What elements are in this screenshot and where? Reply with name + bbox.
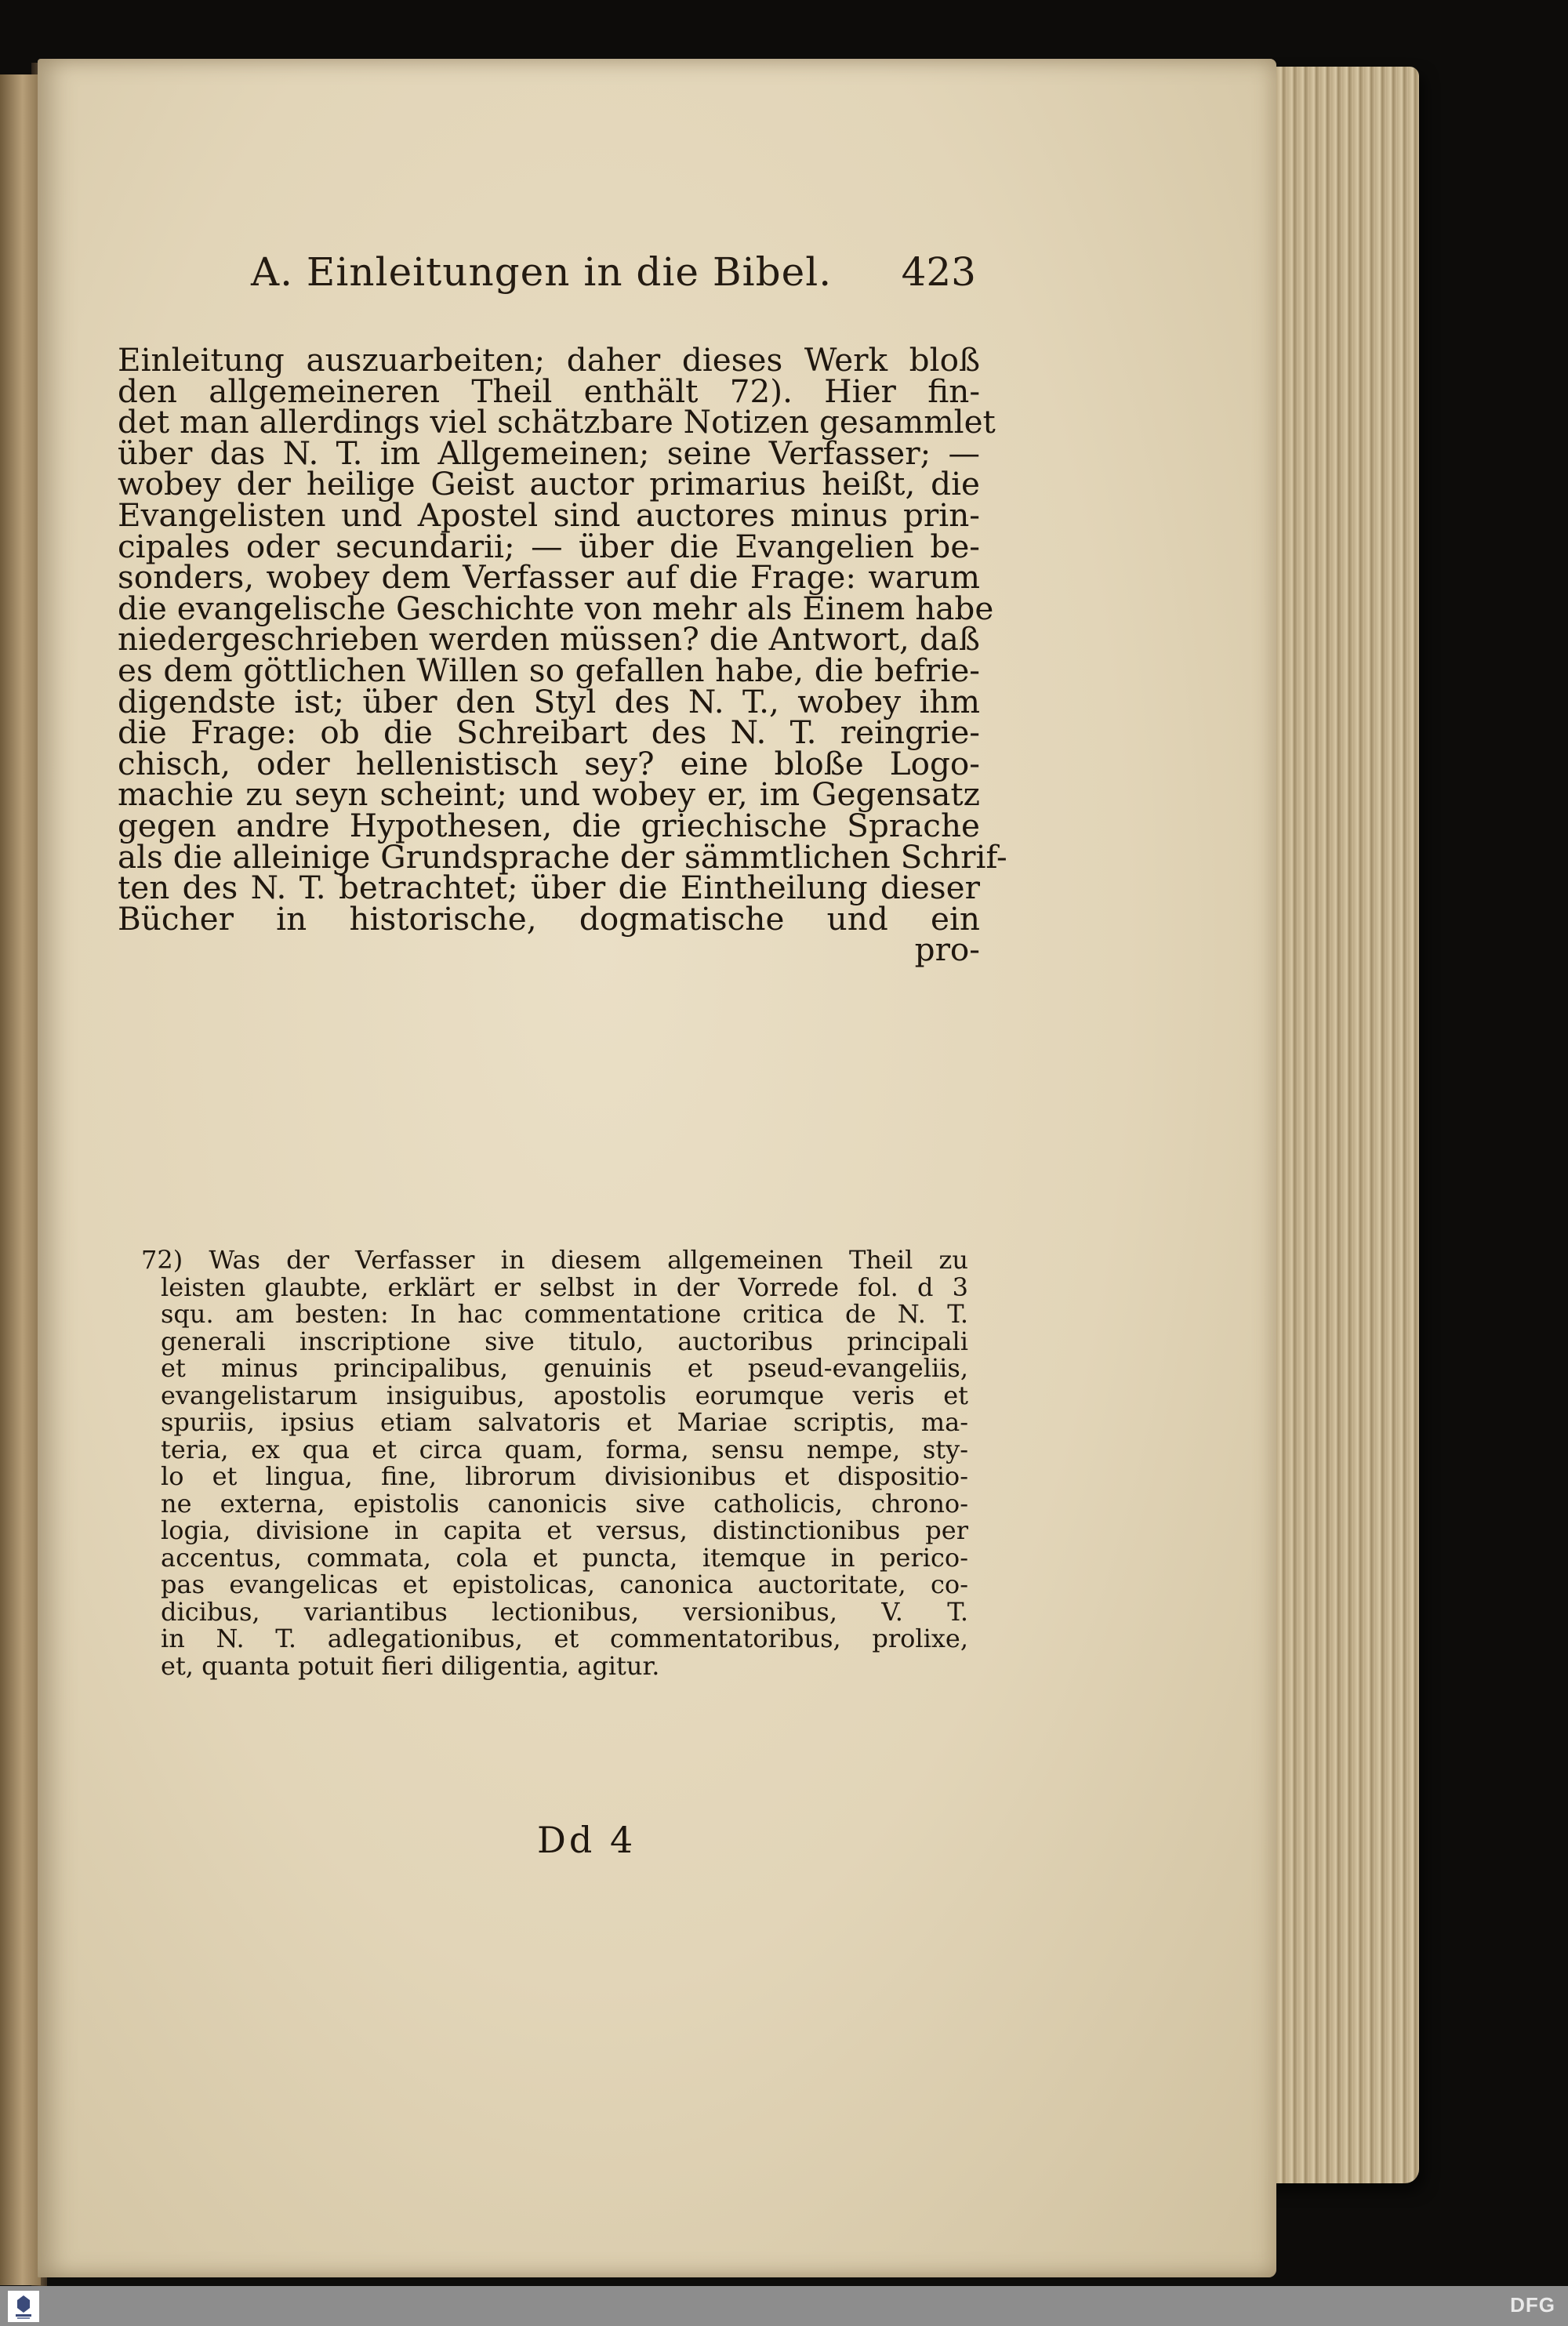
footnote-line: logia, divisione in capita et versus, distinctionibus per xyxy=(161,1515,968,1545)
body-line: niedergeschrieben werden müssen? die Antwort, daß xyxy=(118,620,980,659)
body-line: Evangelisten und Apostel sind auctores minus prin- xyxy=(118,495,980,534)
body-line: digendste ist; über den Styl des N. T., wobey ihm xyxy=(118,682,980,720)
body-line: Einleitung auszuarbeiten; daher dieses Werk bloß xyxy=(118,341,980,379)
body-line: chisch, oder hellenistisch sey? eine bloße Logo- xyxy=(118,744,980,782)
body-line: es dem göttlichen Willen so gefallen habe, die befrie- xyxy=(118,651,980,689)
footer-brand: DFG xyxy=(1510,2293,1555,2317)
footnote-line: dicibus, variantibus lectionibus, versionibus, V. T. xyxy=(161,1596,968,1627)
body-line: sonders, wobey dem Verfasser auf die Frage: warum xyxy=(118,558,980,597)
footnote-line: ne externa, epistolis canonicis sive catholicis, chrono- xyxy=(161,1488,968,1519)
footnote-line: pas evangelicas et epistolicas, canonica auctoritate, co- xyxy=(161,1569,968,1599)
catchword: pro- xyxy=(914,931,980,969)
footnote-line: in N. T. adlegationibus, et commentatoribus, prolixe, xyxy=(161,1624,968,1653)
footnote-line: et, quanta potuit fieri diligentia, agitur. xyxy=(161,1650,660,1681)
footnote-line: teria, ex qua et circa quam, forma, sensu nempe, sty- xyxy=(161,1434,968,1464)
body-text xyxy=(118,341,1007,969)
viewer-footer xyxy=(0,2286,1568,2326)
body-line: cipales oder secundarii; — über die Evangelien be- xyxy=(118,527,980,565)
footnote-line: evangelistarum insiguibus, apostolis eorumque veris et xyxy=(161,1380,968,1410)
page-number: 423 xyxy=(901,249,976,295)
body-line: Bücher in historische, dogmatische und ein xyxy=(118,899,980,938)
body-line: det man allerdings viel schätzbare Notizen gesammlet xyxy=(118,403,996,441)
footnote-line: spuriis, ipsius etiam salvatoris et Mariae scriptis, ma- xyxy=(161,1407,968,1437)
page-header xyxy=(251,249,976,304)
footnote xyxy=(141,1245,968,1681)
page-edges xyxy=(1254,67,1419,2183)
body-line: die evangelische Geschichte von mehr als Einem habe xyxy=(118,589,994,627)
footnote-line: leisten glaubte, erklärt er selbst in der Vorrede fol. d 3 xyxy=(161,1272,968,1302)
left-page-edge xyxy=(0,74,41,2285)
signature-mark: Dd 4 xyxy=(537,1819,637,1861)
library-crest-icon xyxy=(8,2291,39,2322)
body-line: die Frage: ob die Schreibart des N. T. reingrie- xyxy=(118,713,980,752)
body-line: ten des N. T. betrachtet; über die Eintheilung dieser xyxy=(118,869,980,907)
body-line: den allgemeineren Theil enthält 72). Hier fin- xyxy=(118,372,980,410)
footnote-line: lo et lingua, fine, librorum divisionibus et dispositio- xyxy=(161,1461,968,1491)
running-head: A. Einleitungen in die Bibel. xyxy=(251,249,833,295)
body-line: machie zu seyn scheint; und wobey er, im Gegensatz xyxy=(118,775,980,814)
footnote-line: generali inscriptione sive titulo, auctoribus principali xyxy=(161,1326,968,1356)
body-line: wobey der heilige Geist auctor primarius heißt, die xyxy=(118,465,980,503)
footnote-line: squ. am besten: In hac commentatione critica de N. T. xyxy=(161,1299,968,1329)
footnote-line: accentus, commata, cola et puncta, itemque in perico- xyxy=(161,1542,968,1573)
body-line: gegen andre Hypothesen, die griechische Sprache xyxy=(118,806,980,844)
body-line: als die alleinige Grundsprache der sämmtlichen Schrif- xyxy=(118,837,1007,876)
body-line: über das N. T. im Allgemeinen; seine Verfasser; — xyxy=(118,434,980,472)
footnote-line: 72) Was der Verfasser in diesem allgemeinen Theil zu xyxy=(141,1245,968,1275)
footnote-line: et minus principalibus, genuinis et pseud-evangeliis, xyxy=(161,1353,968,1383)
